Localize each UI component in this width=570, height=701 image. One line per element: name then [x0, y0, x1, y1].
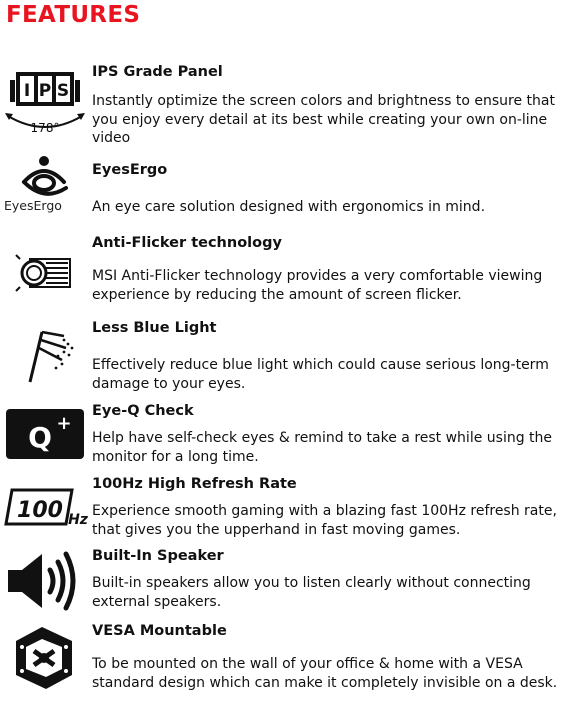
feature-description: Help have self-check eyes & remind to take a rest while using the monitor for a long time.	[92, 430, 553, 465]
feature-description: MSI Anti-Flicker technology provides a very comfortable viewing experience by reducing the amount of screen flicker.	[92, 268, 543, 303]
feature-title: Less Blue Light	[92, 320, 217, 336]
ips-angle-label: 178°	[30, 121, 60, 135]
feature-description: An eye care solution designed with ergonomics in mind.	[92, 199, 486, 215]
feature-description: Experience smooth gaming with a blazing fast 100Hz refresh rate, that gives you the upperhand in fast moving games.	[92, 503, 557, 538]
feature-title: IPS Grade Panel	[92, 64, 223, 80]
feature-title: 100Hz High Refresh Rate	[92, 476, 297, 492]
eye-q-check-icon	[2, 409, 86, 461]
feature-description: Built-in speakers allow you to listen clearly without connecting external speakers.	[92, 575, 531, 610]
ips-letter-s: S	[56, 81, 70, 101]
refresh-rate-number: 100	[17, 498, 63, 523]
feature-description: Effectively reduce blue light which could cause serious long-term damage to your eyes.	[92, 357, 549, 392]
eyesergo-icon-label: EyesErgo	[4, 198, 62, 213]
feature-title: Eye-Q Check	[92, 403, 194, 419]
feature-description: To be mounted on the wall of your office & home with a VESA standard design which can make it completely invisible on a desk.	[92, 656, 558, 691]
ips-letter-p: P	[38, 81, 52, 101]
feature-title: Built-In Speaker	[92, 548, 224, 564]
feature-title: Anti-Flicker technology	[92, 235, 282, 251]
refresh-rate-unit: Hz	[68, 512, 88, 528]
feature-title: EyesErgo	[92, 162, 168, 178]
less-blue-light-icon	[2, 326, 86, 384]
ips-letter-i: I	[23, 81, 31, 101]
feature-title: VESA Mountable	[92, 623, 227, 639]
speaker-icon	[2, 550, 86, 612]
page-title: FEATURES	[6, 2, 141, 28]
feature-description: Instantly optimize the screen colors and brightness to ensure that you enjoy every detail at its best while creating your own on-line video	[92, 93, 555, 146]
refresh-rate-icon	[2, 488, 86, 528]
eyesergo-icon	[2, 154, 86, 218]
anti-flicker-icon	[2, 253, 86, 293]
eye-q-letter: Q	[28, 421, 52, 454]
ips-panel-icon	[2, 70, 86, 142]
eye-q-plus: +	[56, 413, 72, 434]
vesa-mount-icon	[2, 625, 86, 691]
